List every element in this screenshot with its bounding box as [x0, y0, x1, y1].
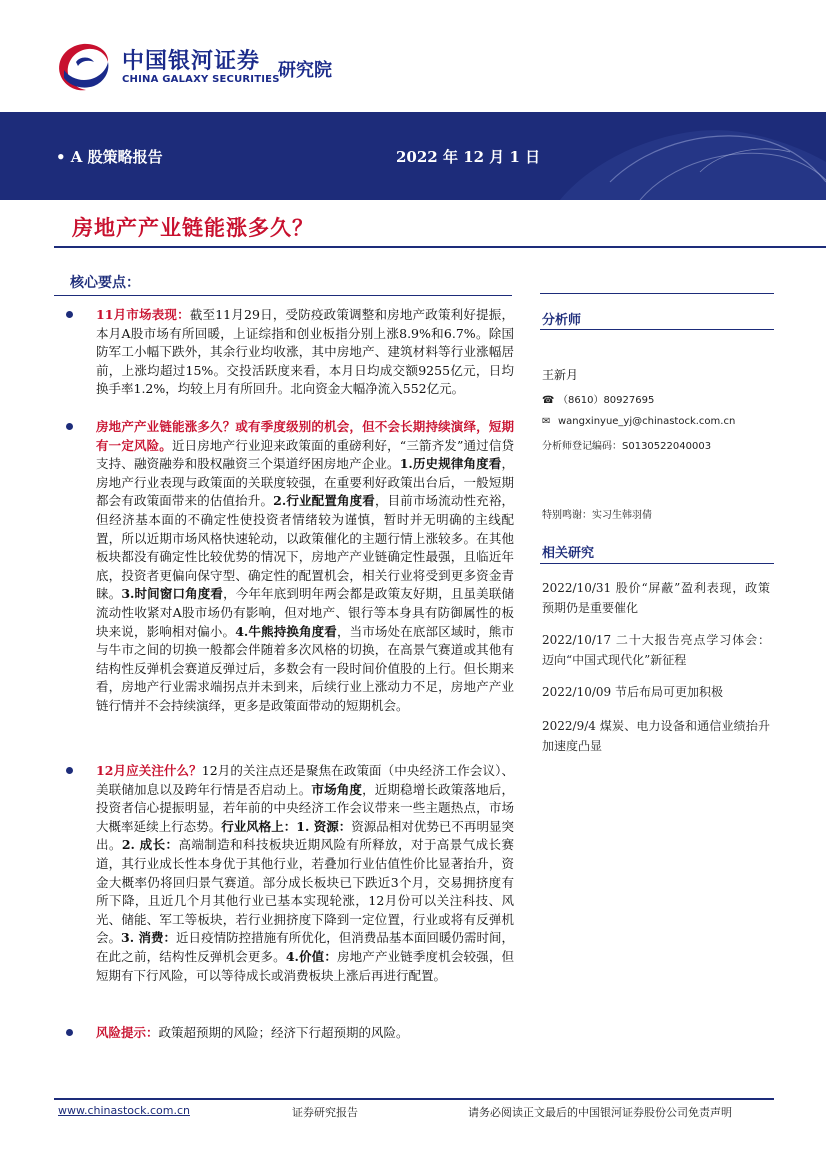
analyst-phone: [542, 391, 654, 406]
bullet-text: 资源品相对优势已不再明显突出。: [96, 818, 514, 853]
bullet-text: 12月的关注点还是聚焦在政策面（中央经济工作会议）、美联储加息以及跨年行情是否启动上。: [96, 763, 514, 797]
report-title: 房地产产业链能涨多久？: [72, 215, 314, 240]
brand-name-en: CHINA GALAXY SECURITIES: [122, 74, 280, 85]
bullet-text: 高端制造和科技板块近期风险有所释放，对于高景气成长赛道，其行业成长性本身优于其他行业，若叠加行业估值性价比显著抬升，资金大概率仍将回归景气赛道。部分成长板块已下跌近3个月，交易拥挤度有所下降，且近几个月其他行业已基本实现轮涨，12月份可以关注科技、风光、储能、军工等板块，若行业拥挤度下降到一定位置，行业或将有反弹机会。: [96, 837, 514, 946]
related-research-item[interactable]: 2022/10/17 二十大报告亮点学习体会：迈向“中国式现代化”新征程: [542, 633, 770, 667]
bullet-lead: 风险提示：: [96, 1025, 159, 1040]
core-points-list: [66, 306, 514, 1046]
bullet-text: ，当市场处在底部区域时，熊市与牛市之间的切换一般都会伴随着多次风格的切换，在高景气赛道或其他有结构性反弹机会赛道反弹过后，多数会有一段时间价值股的上行。但长期来看，房地产行业需求端拐点并未到来，后续行业上涨动力不足，房地产产业链行情并不会持续演绎，更多是政策面带动的短期机会。: [96, 623, 514, 713]
bullet-subhead: 4.价值：: [285, 948, 337, 964]
related-research-item[interactable]: 2022/9/4 煤炭、电力设备和通信业绩抬升加速度凸显: [542, 719, 770, 753]
bullet-lead: 房地产产业链能涨多久？或有季度级别的机会，但不会长期持续演绎，短期有一定风险。: [96, 419, 514, 453]
sidebar-top-divider: [540, 293, 774, 294]
analyst-name: 王新月: [542, 368, 579, 382]
analyst-heading: 分析师: [542, 313, 582, 328]
bullet-lead: 12月应关注什么？: [96, 763, 202, 778]
mail-icon: ✉: [542, 416, 551, 427]
institute-label: 研究院: [278, 60, 332, 81]
bullet-dot-icon: [66, 423, 73, 430]
company-logo: [54, 40, 354, 96]
bullet-subhead: 2.行业配置角度看: [273, 493, 375, 509]
analyst-divider: [540, 329, 774, 330]
bullet-dot-icon: [66, 1029, 73, 1036]
bullet-dot-icon: [66, 767, 73, 774]
core-points-heading: 核心要点：: [70, 275, 140, 291]
bullet-text: ，目前市场流动性充裕，但经济基本面的不确定性使投资者情绪较为谨慎，暂时并无明确的主线配置，所以近期市场风格快速轮动，以政策催化的主题行情上涨较多。在其他板块都没有确定性比较优势的情况下，房地产产业链确定性最强，且临近年底，投资者更偏向保守型、确定性的配置机会，相关行业将受到更多资金青睐。: [96, 493, 514, 602]
bullet-real-estate-outlook: [66, 418, 514, 762]
bullet-market-performance: [66, 306, 514, 418]
bullet-text: 近日疫情防控措施有所优化，但消费品基本面回暖仍需时间，在此之前，结构性反弹机会更多。: [96, 930, 514, 964]
analyst-registration: 分析师登记编码：S0130522040003: [542, 441, 712, 452]
analyst-email: [542, 416, 735, 427]
bullet-subhead: 市场角度: [311, 781, 363, 797]
related-research-divider: [540, 563, 774, 564]
related-research-item[interactable]: 2022/10/31 股价“屏蔽”盈利表现，政策预期仍是重要催化: [542, 581, 770, 615]
bullet-text: 近日房地产行业迎来政策面的重磅利好，“三箭齐发”通过信贷支持、融资融券和股权融资三个渠道纾困房地产企业。: [96, 437, 514, 472]
phone-number: （8610）80927695: [558, 395, 655, 406]
bullet-december-focus: [66, 762, 514, 1024]
bullet-subhead: 行业风格上：1. 资源：: [221, 818, 352, 834]
bullet-lead: 11月市场表现：: [96, 307, 190, 322]
special-thanks: 特别鸣谢：实习生韩羽倩: [542, 510, 652, 521]
galaxy-logo-icon: [54, 40, 112, 96]
bullet-text: ，今年年底到明年两会都是政策友好期，且虽美联储流动性收紧对A股市场仍有影响，但对地产、银行等本身具有防御属性的板块来说，影响相对偏小。: [96, 586, 514, 639]
footer-disclaimer: 请务必阅读正文最后的中国银河证券股份公司免责声明: [468, 1106, 732, 1119]
bullet-text: 截至11月29日，受防疫政策调整和房地产政策利好提振，本月A股市场有所回暖，上证综指和创业板指分别上涨8.9%和6.7%。除国防军工小幅下跌外，其余行业均收涨，其中房地产、建筑材料等行业涨幅居前，上涨均超过15%。交投活跃度来看，本月日均成交额9255亿元，日均换手率1.2%，均较上月有所回升。北向资金大幅净流入552亿元。: [96, 307, 514, 397]
email-address[interactable]: wangxinyue_yj@chinastock.com.cn: [558, 416, 736, 427]
footer-divider: [54, 1098, 774, 1100]
bullet-subhead: 3. 消费：: [121, 930, 177, 946]
footer-report-label: 证券研究报告: [292, 1106, 358, 1119]
phone-icon: ☎: [542, 395, 555, 406]
bullet-text: ，房地产行业表现与政策面的关联度较强，在重要利好政策出台后，一般短期都会有政策面带来的估值抬升。: [96, 456, 514, 509]
bullet-text: 政策超预期的风险；经济下行超预期的风险。: [158, 1025, 409, 1040]
bullet-subhead: 3.时间窗口角度看: [121, 586, 224, 602]
bullet-text: 房地产产业链季度机会较强，但短期有下行风险，可以等待成长或消费板块上涨后再进行配置。: [96, 948, 514, 983]
bullet-subhead: 2. 成长：: [121, 837, 179, 853]
bullet-risk-warning: [66, 1024, 514, 1046]
core-points-divider: [54, 295, 512, 296]
related-research-item[interactable]: 2022/10/09 节后布局可更加积极: [542, 685, 723, 699]
footer-website-link[interactable]: www.chinastock.com.cn: [58, 1104, 190, 1117]
bullet-dot-icon: [66, 311, 73, 318]
bullet-text: ，近期稳增长政策落地后，投资者信心提振明显，若年前的中央经济工作会议带来一些主题热点，市场大概率延续上行态势。: [96, 781, 514, 834]
related-research-heading: 相关研究: [542, 546, 595, 561]
report-date: 2022 年 12 月 1 日: [396, 148, 541, 166]
title-divider: [54, 246, 826, 248]
brand-name-cn: 中国银河证券: [122, 49, 261, 74]
bullet-subhead: 4.牛熊持换角度看: [235, 623, 337, 639]
report-type: • A 股策略报告: [56, 148, 163, 166]
bullet-subhead: 1.历史规律角度看: [399, 456, 502, 472]
